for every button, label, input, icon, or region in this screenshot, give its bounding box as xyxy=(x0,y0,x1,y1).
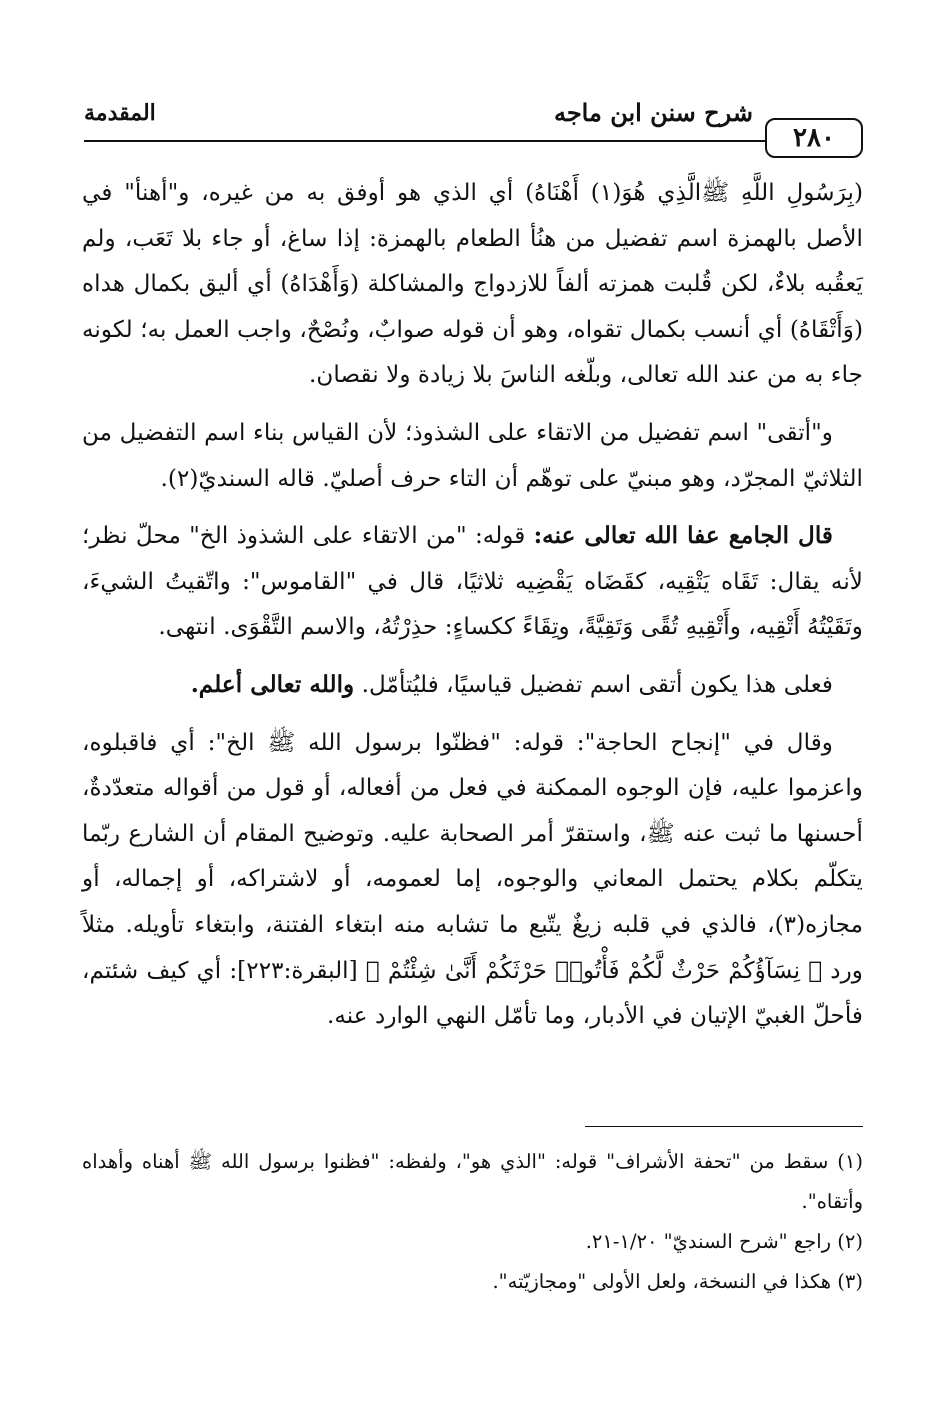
book-title: شرح سنن ابن ماجه xyxy=(553,98,753,127)
main-text xyxy=(82,170,863,1051)
paragraph-4 xyxy=(82,662,863,708)
page-header xyxy=(84,98,863,156)
paragraph-4-text: فعلى هذا يكون أتقى اسم تفضيل قياسيًا، فليُتأمّل. xyxy=(354,670,833,698)
paragraph-3 xyxy=(82,513,863,650)
closing-phrase: والله تعالى أعلم. xyxy=(190,670,355,698)
section-title: المقدمة xyxy=(84,100,156,126)
header-rule xyxy=(84,140,784,142)
paragraph-1: (بِرَسُولِ اللَّهِ ﷺالَّذِي هُوَ(١) أَهْنَاهُ) أي الذي هو أوفق به من غيره، و"أهنأ" في الأصل بالهمزة اسم تفضيل من هنُأ الطعام بالهمزة: إذا ساغ، أو جاء بلا تَعَب، ولم يَعقُبه بلاءٌ، لكن قُلبت همزته ألفاً للازدواج والمشاكلة (وَأَهْدَاهُ) أي أليق بكمال هداه (وَأَتْقَاهُ) أي أنسب بكمال تقواه، وهو أن قوله صوابٌ، ونُصْحٌ، واجب العمل به؛ لكونه جاء به من عند الله تعالى، وبلّغه الناسَ بلا زيادة ولا نقصان. xyxy=(82,179,863,389)
author-note-lead: قال الجامع عفا الله تعالى عنه: xyxy=(533,522,833,550)
paragraph-5: وقال في "إنجاح الحاجة": قوله: "فظنّوا برسول الله ﷺ الخ": أي فاقبلوه، واعزموا عليه، فإن الوجوه الممكنة في فعل من أفعاله، أو قول من أقواله متعدّدةٌ، أحسنها ما ثبت عنه ﷺ، واستقرّ أمر الصحابة عليه. وتوضيح المقام أن الشارع ربّما يتكلّم بكلام يحتمل المعاني والوجوه، إما لعمومه، أو لاشتراكه، أو إجماله، أو مجازه(٣)، فالذي في قلبه زيغٌ يتّبع ما تشابه منه ابتغاء الفتنة، وابتغاء تأويله. مثلاً ورد ﴿ نِسَآؤُكُمْ حَرْثٌ لَّكُمْ فَأْتُوا۟ حَرْثَكُمْ أَنَّىٰ شِئْتُمْ ﴾ [البقرة:٢٢٣]: أي كيف شئتم، فأحلّ الغبيّ الإتيان في الأدبار، وما تأمّل النهي الوارد عنه. xyxy=(82,728,863,1030)
footnote-1: (١) سقط من "تحفة الأشراف" قوله: "الذي هو"، ولفظه: "فظنوا برسول الله ﷺ أهناه وأهداه وأتقاه". xyxy=(82,1150,863,1213)
page-number: ٢٨٠ xyxy=(765,118,863,158)
paragraph-2: و"أتقى" اسم تفضيل من الاتقاء على الشذوذ؛ لأن القياس بناء اسم التفضيل من الثلاثيّ المجرّد، وهو مبنيّ على توهّم أن التاء حرف أصليّ. قاله السنديّ(٢). xyxy=(82,418,863,492)
footnote-2: (٢) راجع "شرح السنديّ" ١/٢٠-٢١. xyxy=(585,1230,863,1253)
footnotes xyxy=(82,1142,863,1302)
author-note-text: قوله: "من الاتقاء على الشذوذ الخ" محلّ نظر؛ لأنه يقال: تَقَاه يَتْقِيه، كقَضَاه يَقْضِيه ثلاثيًا، قال في "القاموس": واتّقيتُ الشيءَ، وتَقَيْتُهُ أَتْقِيه، وأَتْقِيهِ تُقًى وَتَقِيَّةً، وتِقَاءً ككساءٍ: حذِرْتُهُ، والاسم التَّقْوَى. انتهى. xyxy=(82,522,863,641)
footnote-3: (٣) هكذا في النسخة، ولعل الأولى "ومجازيّته". xyxy=(492,1270,863,1293)
footnote-rule xyxy=(585,1126,863,1127)
